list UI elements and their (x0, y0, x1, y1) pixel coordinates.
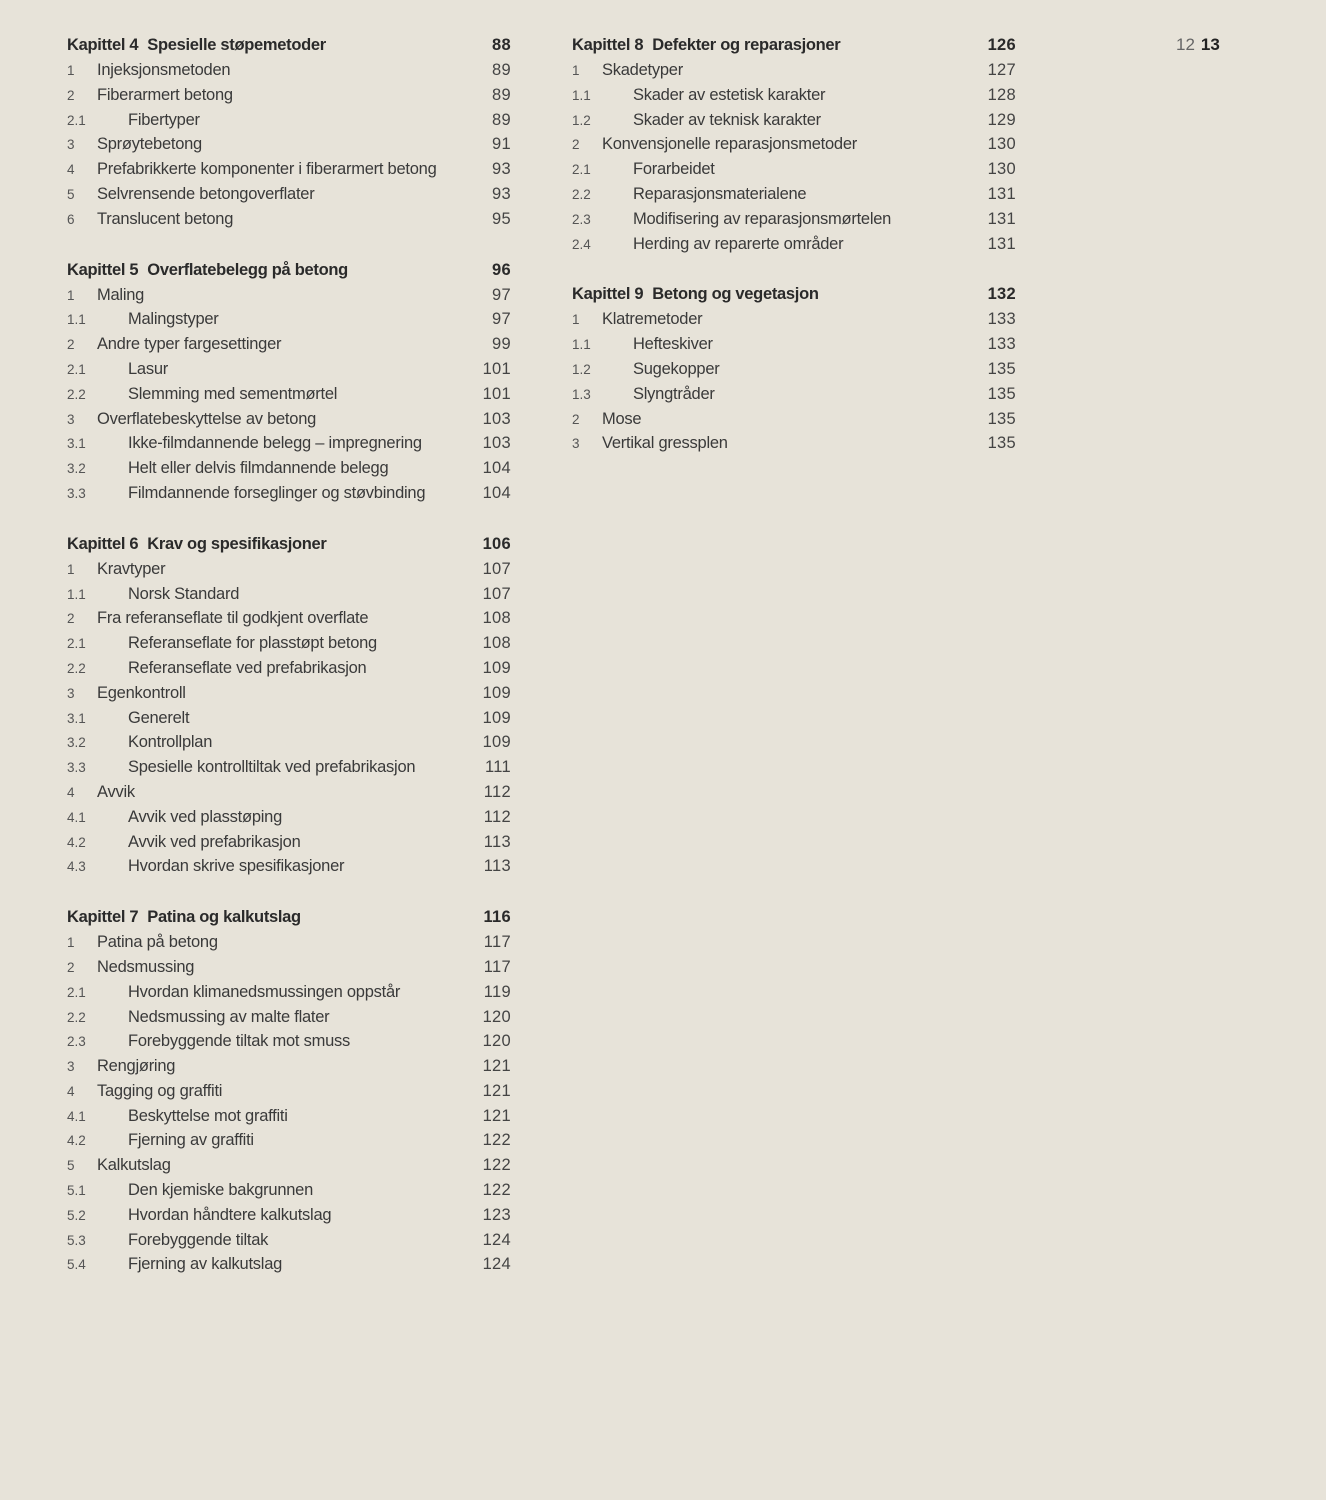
toc-subsection[interactable] (67, 755, 511, 780)
chapter-label: Kapittel 7 (67, 908, 139, 927)
section-page: 112 (483, 807, 511, 826)
section-page: 104 (482, 483, 511, 502)
section-page: 122 (482, 1131, 511, 1150)
toc-subsection[interactable] (67, 854, 511, 879)
chapter-label: Kapittel 6 (67, 534, 139, 553)
section-page: 120 (482, 1032, 511, 1051)
section-number: 5.1 (67, 1183, 86, 1199)
chapter-page: 126 (987, 36, 1016, 54)
toc-subsection[interactable] (67, 1252, 511, 1277)
toc-subsection[interactable] (67, 1104, 511, 1129)
section-title: Norsk Standard (128, 584, 240, 603)
toc-chapter (572, 32, 1016, 256)
section-number: 1 (572, 63, 580, 78)
chapter-label: Kapittel 5 (67, 260, 139, 279)
toc-subsection[interactable] (572, 332, 1016, 357)
section-number: 3.2 (67, 461, 86, 477)
section-page: 113 (483, 832, 511, 851)
section-number: 3.1 (67, 710, 86, 726)
section-number: 4 (67, 1083, 75, 1099)
section-title: Skader av estetisk karakter (633, 85, 826, 104)
toc-subsection[interactable] (67, 980, 511, 1005)
toc-section[interactable] (67, 182, 511, 207)
section-title: Generelt (128, 708, 190, 727)
toc-subsection[interactable] (67, 108, 511, 133)
section-title: Translucent betong (97, 209, 234, 228)
section-title: Selvrensende betongoverflater (97, 184, 315, 203)
section-page: 135 (987, 384, 1016, 403)
section-title: Hvordan skrive spesifikasjoner (128, 857, 345, 876)
toc-section[interactable] (67, 557, 511, 582)
section-title: Konvensjonelle reparasjonsmetoder (602, 135, 857, 154)
chapter-title-wrap (67, 531, 461, 557)
section-title: Hefteskiver (633, 335, 713, 354)
section-page: 133 (987, 310, 1016, 329)
section-title: Fibertyper (128, 110, 200, 129)
section-number: 3.2 (67, 735, 86, 751)
toc-chapter (67, 257, 511, 506)
folio-left: 12 (1176, 35, 1195, 54)
section-page: 89 (492, 110, 511, 129)
section-number: 3 (67, 685, 75, 701)
chapter-title: Betong og vegetasjon (652, 285, 819, 304)
chapter-title-wrap (67, 904, 461, 930)
section-title: Helt eller delvis filmdannende belegg (128, 459, 389, 478)
section-page: 129 (987, 110, 1016, 129)
toc-section[interactable] (67, 780, 511, 805)
chapter-title-wrap (67, 32, 461, 58)
section-page: 117 (483, 957, 511, 976)
section-number: 2 (67, 87, 75, 103)
section-number: 1.1 (67, 586, 86, 602)
section-page: 131 (987, 234, 1016, 253)
section-title: Nedsmussing (97, 957, 195, 976)
section-title: Spesielle kontrolltiltak ved prefabrikasjon (128, 758, 416, 777)
toc-subsection[interactable] (67, 1029, 511, 1054)
chapter-title-wrap (572, 281, 966, 307)
section-title: Prefabrikkerte komponenter i fiberarmert betong (97, 160, 437, 179)
section-number: 6 (67, 211, 75, 227)
section-page: 103 (482, 434, 511, 453)
toc-subsection[interactable] (67, 1178, 511, 1203)
toc-subsection[interactable] (572, 357, 1016, 382)
section-number: 1.1 (572, 87, 591, 103)
toc-subsection[interactable] (572, 382, 1016, 407)
toc-subsection[interactable] (67, 382, 511, 407)
section-number: 1 (572, 312, 580, 328)
toc-section[interactable] (67, 681, 511, 706)
toc-section[interactable] (67, 1079, 511, 1104)
section-title: Fjerning av kalkutslag (128, 1255, 283, 1274)
chapter-page: 132 (987, 285, 1016, 304)
toc-subsection[interactable] (67, 307, 511, 332)
section-number: 5.4 (67, 1257, 86, 1273)
toc-chapter (67, 904, 511, 1277)
section-page: 112 (483, 782, 511, 801)
toc-section[interactable] (67, 1153, 511, 1178)
section-page: 111 (485, 758, 511, 777)
toc-subsection[interactable] (67, 1228, 511, 1253)
section-number: 2.2 (572, 186, 591, 202)
section-page: 124 (482, 1230, 511, 1249)
section-page: 120 (482, 1007, 511, 1026)
toc-section[interactable] (572, 407, 1016, 432)
toc-subsection[interactable] (67, 1203, 511, 1228)
section-page: 109 (482, 733, 511, 752)
section-page: 93 (492, 184, 511, 203)
section-title: Overflatebeskyttelse av betong (97, 409, 317, 428)
section-title: Nedsmussing av malte flater (128, 1007, 330, 1026)
section-number: 2 (572, 137, 580, 153)
section-title: Forebyggende tiltak (128, 1230, 269, 1249)
section-page: 135 (987, 409, 1016, 428)
section-number: 3 (67, 137, 75, 153)
section-number: 2.1 (67, 361, 86, 377)
toc-subsection[interactable] (572, 108, 1016, 133)
section-page: 109 (482, 658, 511, 677)
section-title: Kravtyper (97, 559, 166, 578)
section-title: Tagging og graffiti (97, 1081, 223, 1100)
section-page: 121 (482, 1057, 511, 1076)
chapter-title: Patina og kalkutslag (147, 908, 301, 927)
section-page: 127 (987, 61, 1016, 79)
section-title: Rengjøring (97, 1057, 176, 1076)
chapter-title-wrap (572, 32, 966, 58)
chapter-heading[interactable] (572, 281, 1016, 307)
toc-section[interactable] (67, 955, 511, 980)
section-title: Den kjemiske bakgrunnen (128, 1181, 314, 1200)
toc-subsection[interactable] (67, 830, 511, 855)
chapter-heading[interactable] (67, 904, 511, 930)
toc-subsection[interactable] (572, 157, 1016, 182)
section-number: 3.3 (67, 485, 86, 501)
section-page: 104 (482, 459, 511, 478)
section-title: Sprøytebetong (97, 135, 202, 154)
section-title: Skadetyper (602, 61, 683, 79)
section-title: Patina på betong (97, 933, 218, 952)
chapter-heading[interactable] (67, 531, 511, 557)
section-page: 101 (482, 359, 511, 378)
section-title: Filmdannende forseglinger og støvbinding (128, 483, 426, 502)
section-number: 1.2 (572, 112, 591, 128)
folio-right: 13 (1200, 35, 1220, 54)
toc-subsection[interactable] (67, 1128, 511, 1153)
section-title: Hvordan håndtere kalkutslag (128, 1205, 332, 1224)
section-title: Skader av teknisk karakter (633, 110, 821, 129)
chapter-label: Kapittel 9 (572, 285, 644, 304)
section-title: Kontrollplan (128, 733, 213, 752)
section-number: 1.1 (572, 337, 591, 353)
section-number: 3 (572, 436, 580, 452)
section-number: 2 (67, 611, 75, 627)
section-title: Herding av reparerte områder (633, 234, 844, 253)
section-page: 121 (482, 1106, 511, 1125)
toc-column-right (572, 32, 1016, 481)
section-page: 121 (482, 1081, 511, 1100)
chapter-heading[interactable] (67, 32, 511, 58)
section-number: 2 (67, 337, 75, 353)
chapter-heading[interactable] (572, 32, 1016, 58)
section-title: Vertikal gressplen (602, 434, 728, 453)
toc-section[interactable] (67, 606, 511, 631)
chapter-title: Spesielle støpemetoder (147, 36, 326, 54)
toc-section[interactable] (67, 930, 511, 955)
toc-section[interactable] (572, 58, 1016, 83)
section-title: Malingstyper (128, 310, 219, 329)
section-page: 103 (482, 409, 511, 428)
section-page: 124 (482, 1255, 511, 1274)
toc-chapter (67, 531, 511, 879)
toc-section[interactable] (67, 83, 511, 108)
chapter-page: 96 (492, 260, 511, 279)
section-title: Referanseflate for plasstøpt betong (128, 634, 377, 653)
section-page: 91 (492, 135, 511, 154)
section-number: 1 (67, 63, 75, 78)
chapter-page: 88 (492, 36, 511, 54)
page-numbers (1176, 32, 1220, 58)
toc-chapter (67, 32, 511, 232)
toc-section[interactable] (67, 157, 511, 182)
section-title: Ikke-filmdannende belegg – impregnering (128, 434, 422, 453)
section-title: Avvik ved prefabrikasjon (128, 832, 301, 851)
section-number: 4.1 (67, 809, 86, 825)
section-title: Slemming med sementmørtel (128, 384, 338, 403)
section-title: Forarbeidet (633, 160, 715, 179)
section-number: 1.2 (572, 361, 591, 377)
toc-section[interactable] (572, 431, 1016, 456)
section-number: 3 (67, 1059, 75, 1075)
section-page: 89 (492, 85, 511, 104)
section-title: Hvordan klimanedsmussingen oppstår (128, 982, 401, 1001)
section-page: 108 (482, 609, 511, 628)
section-page: 89 (492, 61, 511, 79)
section-number: 3.1 (67, 436, 86, 452)
section-title: Sugekopper (633, 359, 720, 378)
section-page: 122 (482, 1156, 511, 1175)
toc-section[interactable] (67, 207, 511, 232)
chapter-label: Kapittel 4 (67, 36, 139, 54)
section-number: 2 (572, 411, 580, 427)
toc-column-left (67, 32, 511, 1302)
section-number: 4.2 (67, 1133, 86, 1149)
toc-section[interactable] (572, 132, 1016, 157)
toc-subsection[interactable] (572, 83, 1016, 108)
toc-subsection[interactable] (67, 730, 511, 755)
toc-subsection[interactable] (67, 357, 511, 382)
section-number: 4 (67, 784, 75, 800)
section-number: 5.3 (67, 1232, 86, 1248)
section-number: 2.3 (67, 1034, 86, 1050)
section-number: 1.1 (67, 312, 86, 328)
section-page: 95 (492, 209, 511, 228)
section-page: 93 (492, 160, 511, 179)
toc-section[interactable] (67, 1054, 511, 1079)
toc-subsection[interactable] (67, 1005, 511, 1030)
section-page: 133 (987, 335, 1016, 354)
toc-section[interactable] (67, 332, 511, 357)
toc-subsection[interactable] (67, 631, 511, 656)
toc-chapter (572, 281, 1016, 456)
section-title: Beskyttelse mot graffiti (128, 1106, 288, 1125)
section-title: Avvik ved plasstøping (128, 807, 283, 826)
toc-subsection[interactable] (67, 656, 511, 681)
section-page: 109 (482, 708, 511, 727)
section-number: 1 (67, 935, 75, 951)
section-number: 4 (67, 162, 75, 178)
section-title: Lasur (128, 359, 169, 378)
section-number: 4.1 (67, 1108, 86, 1124)
section-number: 3.3 (67, 760, 86, 776)
section-number: 4.3 (67, 859, 86, 875)
section-title: Mose (602, 409, 642, 428)
section-page: 99 (492, 335, 511, 354)
section-number: 2.1 (67, 112, 86, 128)
section-number: 2.1 (67, 636, 86, 652)
section-page: 130 (987, 160, 1016, 179)
section-number: 1.3 (572, 386, 591, 402)
toc-subsection[interactable] (67, 706, 511, 731)
section-title: Klatremetoder (602, 310, 703, 329)
section-page: 113 (483, 857, 511, 876)
section-number: 2.1 (67, 984, 86, 1000)
section-page: 119 (483, 982, 511, 1001)
toc-subsection[interactable] (572, 232, 1016, 257)
section-title: Slyngtråder (633, 384, 715, 403)
section-title: Egenkontroll (97, 683, 186, 702)
section-page: 97 (492, 285, 511, 304)
section-number: 2.3 (572, 211, 591, 227)
toc-subsection[interactable] (67, 805, 511, 830)
chapter-title-wrap (67, 257, 461, 283)
section-number: 5.2 (67, 1207, 86, 1223)
section-number: 2.4 (572, 236, 591, 252)
section-title: Maling (97, 285, 145, 304)
section-number: 2.2 (67, 386, 86, 402)
section-number: 3 (67, 411, 75, 427)
section-title: Fra referanseflate til godkjent overflate (97, 609, 369, 628)
section-page: 123 (482, 1205, 511, 1224)
section-page: 128 (987, 85, 1016, 104)
section-page: 107 (482, 584, 511, 603)
section-number: 2.1 (572, 162, 591, 178)
toc-subsection[interactable] (67, 431, 511, 456)
section-number: 4.2 (67, 834, 86, 850)
section-page: 122 (482, 1181, 511, 1200)
section-page: 130 (987, 135, 1016, 154)
section-page: 97 (492, 310, 511, 329)
section-title: Kalkutslag (97, 1156, 171, 1175)
chapter-heading[interactable] (67, 257, 511, 283)
section-title: Referanseflate ved prefabrikasjon (128, 658, 367, 677)
toc-subsection[interactable] (67, 582, 511, 607)
section-title: Reparasjonsmaterialene (633, 184, 807, 203)
section-title: Fjerning av graffiti (128, 1131, 254, 1150)
toc-subsection[interactable] (67, 456, 511, 481)
section-number: 2.2 (67, 1009, 86, 1025)
section-title: Forebyggende tiltak mot smuss (128, 1032, 351, 1051)
toc-section[interactable] (67, 407, 511, 432)
section-title: Avvik (97, 782, 135, 801)
section-number: 1 (67, 561, 75, 577)
section-title: Andre typer fargesettinger (97, 335, 282, 354)
toc-subsection[interactable] (67, 481, 511, 506)
chapter-title: Overflatebelegg på betong (147, 260, 348, 279)
toc-section[interactable] (67, 58, 511, 83)
section-page: 131 (987, 184, 1016, 203)
section-number: 5 (67, 1158, 75, 1174)
section-number: 2.2 (67, 660, 86, 676)
section-title: Modifisering av reparasjonsmørtelen (633, 209, 892, 228)
chapter-page: 106 (482, 534, 511, 553)
toc-subsection[interactable] (572, 207, 1016, 232)
section-page: 135 (987, 434, 1016, 453)
section-title: Fiberarmert betong (97, 85, 233, 104)
section-number: 2 (67, 959, 75, 975)
section-number: 5 (67, 186, 75, 202)
toc-section[interactable] (67, 132, 511, 157)
section-title: Injeksjonsmetoden (97, 61, 231, 79)
section-page: 101 (482, 384, 511, 403)
toc-subsection[interactable] (572, 182, 1016, 207)
section-page: 135 (987, 359, 1016, 378)
chapter-title: Defekter og reparasjoner (652, 36, 841, 54)
section-page: 131 (987, 209, 1016, 228)
section-page: 117 (483, 933, 511, 952)
section-number: 1 (67, 287, 75, 303)
section-page: 109 (482, 683, 511, 702)
toc-section[interactable] (572, 307, 1016, 332)
toc-section[interactable] (67, 283, 511, 308)
section-page: 108 (482, 634, 511, 653)
chapter-page: 116 (483, 908, 511, 927)
chapter-title: Krav og spesifikasjoner (147, 534, 327, 553)
chapter-label: Kapittel 8 (572, 36, 644, 54)
section-page: 107 (482, 559, 511, 578)
